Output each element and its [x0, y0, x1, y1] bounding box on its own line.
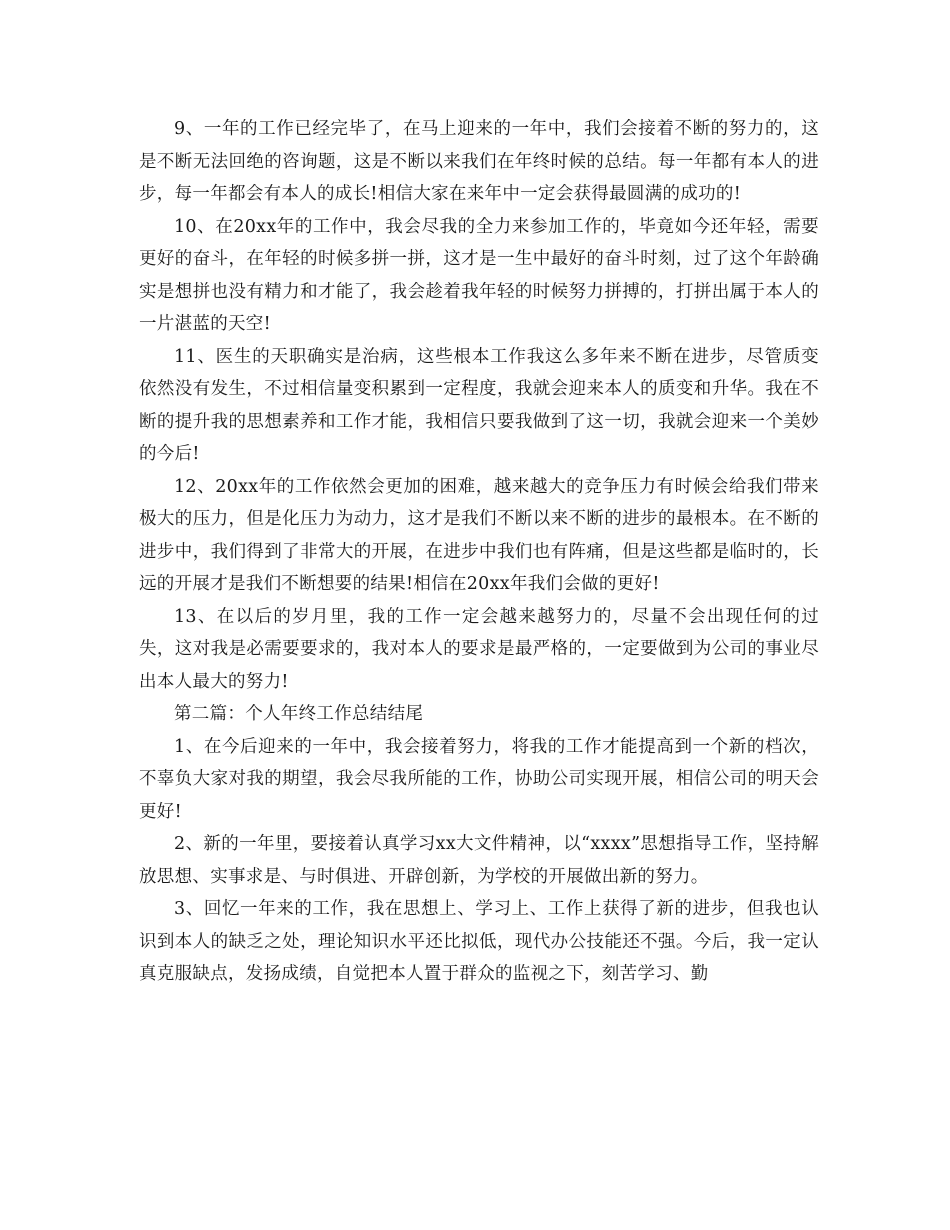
paragraph-item-12: 12、20xx年的工作依然会更加的困难，越来越大的竞争压力有时候会给我们带来极大的压力，但是化压力为动力，这才是我们不断以来不断的进步的最根本。在不断的进步中，我们得到了非常大的开展，在进步中我们也有阵痛，但是这些都是临时的，长远的开展才是我们不断想要的结果!相信在20xx年我们会做的更好! [139, 476, 819, 594]
paragraph-item-3: 3、回忆一年来的工作，我在思想上、学习上、工作上获得了新的进步，但我也认识到本人的缺乏之处，理论知识水平还比拟低，现代办公技能还不强。今后，我一定认真克服缺点，发扬成绩，自觉把本人置于群众的监视之下，刻苦学习、勤 [139, 899, 819, 984]
paragraph-item-11: 11、医生的天职确实是治病，这些根本工作我这么多年来不断在进步，尽管质变依然没有发生，不过相信量变积累到一定程度，我就会迎来本人的质变和升华。我在不断的提升我的思想素养和工作才能，我相信只要我做到了这一切，我就会迎来一个美妙的今后! [139, 346, 819, 464]
paragraph-item-10: 10、在20xx年的工作中，我会尽我的全力来参加工作的，毕竟如今还年轻，需要更好的奋斗，在年轻的时候多拼一拼，这才是一生中最好的奋斗时刻，过了这个年龄确实是想拼也没有精力和才能了，我会趁着我年轻的时候努力拼搏的，打拼出属于本人的一片湛蓝的天空! [139, 216, 819, 334]
paragraph-item-2: 2、新的一年里，要接着认真学习xx大文件精神，以“xxxx”思想指导工作，坚持解放思想、实事求是、与时俱进、开辟创新，为学校的开展做出新的努力。 [139, 834, 819, 887]
section-heading: 第二篇：个人年终工作总结结尾 [174, 704, 424, 724]
paragraph-item-13: 13、在以后的岁月里，我的工作一定会越来越努力的，尽量不会出现任何的过失，这对我是必需要要求的，我对本人的要求是最严格的，一定要做到为公司的事业尽出本人最大的努力! [139, 606, 819, 692]
paragraph-item-1: 1、在今后迎来的一年中，我会接着努力，将我的工作才能提高到一个新的档次，不辜负大家对我的期望，我会尽我所能的工作，协助公司实现开展，相信公司的明天会更好! [139, 736, 819, 822]
paragraph-item-9: 9、一年的工作已经完毕了，在马上迎来的一年中，我们会接着不断的努力的，这是不断无法回绝的咨询题，这是不断以来我们在年终时候的总结。每一年都有本人的进步，每一年都会有本人的成长!相信大家在来年中一定会获得最圆满的成功的! [139, 119, 819, 204]
document-body [139, 113, 819, 991]
